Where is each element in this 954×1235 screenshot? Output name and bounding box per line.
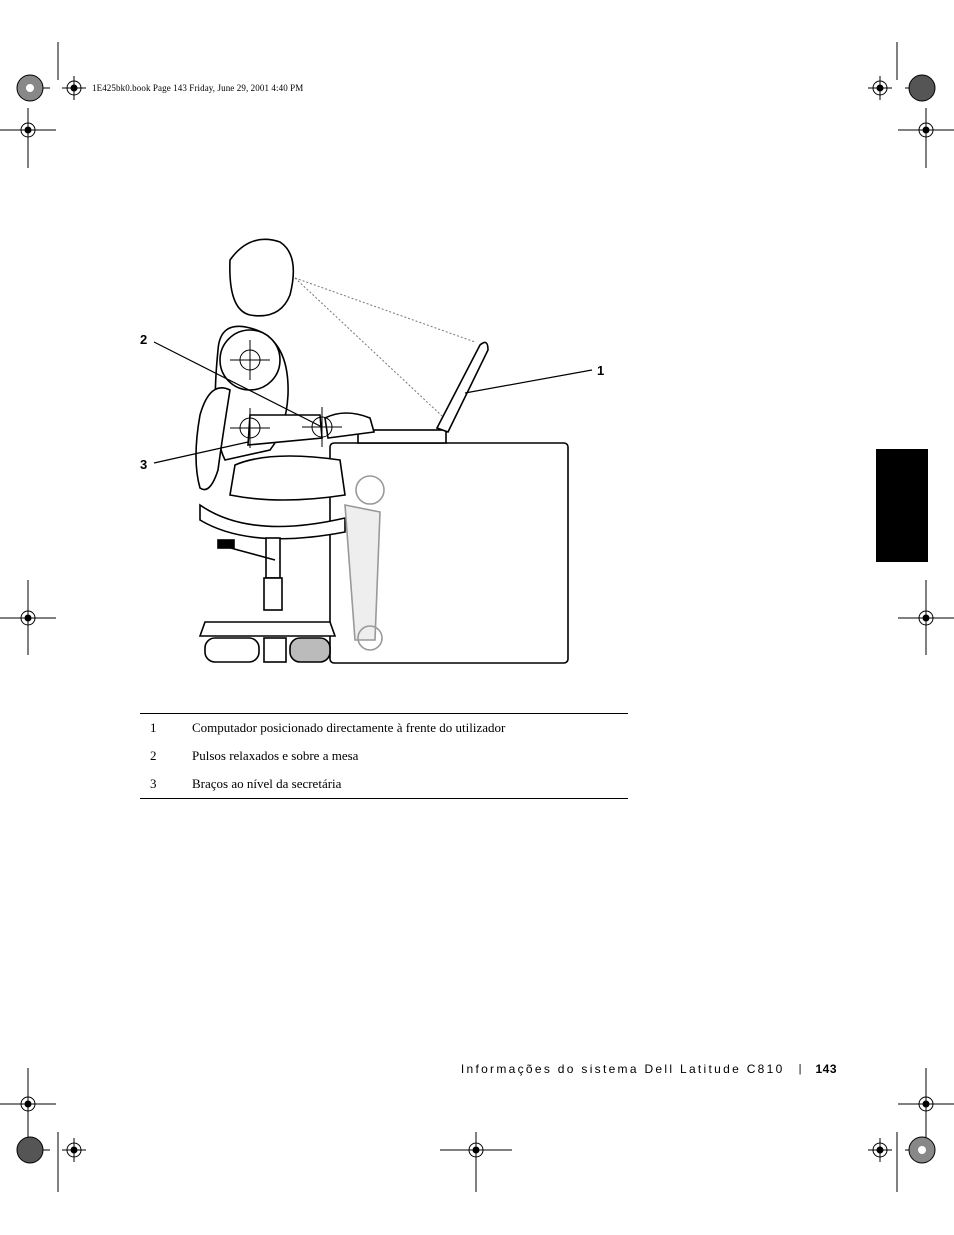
- callout-3: 3: [140, 457, 148, 472]
- legend-text: Pulsos relaxados e sobre a mesa: [192, 748, 359, 763]
- footer-separator: |: [798, 1063, 802, 1075]
- callout-2: 2: [140, 332, 148, 347]
- callout-legend-table: [140, 713, 628, 799]
- footer-title: Informações do sistema Dell Latitude C810: [460, 1062, 785, 1076]
- legend-number: 3: [150, 776, 157, 791]
- section-thumb-tab: [876, 449, 928, 562]
- legend-text: Braços ao nível da secretária: [192, 776, 342, 791]
- legend-number: 1: [150, 720, 157, 735]
- print-header: 1E425bk0.book Page 143 Friday, June 29, 2001 4:40 PM: [92, 83, 304, 93]
- legend-text: Computador posicionado directamente à frente do utilizador: [192, 720, 506, 735]
- legend-row: [140, 742, 628, 770]
- ergonomic-posture-illustration: [130, 220, 650, 690]
- page-number: 143: [815, 1062, 837, 1076]
- legend-row: [140, 714, 628, 742]
- legend-row: [140, 770, 628, 798]
- callout-1: 1: [597, 363, 605, 378]
- legend-number: 2: [150, 748, 157, 763]
- page-footer: [461, 1062, 837, 1076]
